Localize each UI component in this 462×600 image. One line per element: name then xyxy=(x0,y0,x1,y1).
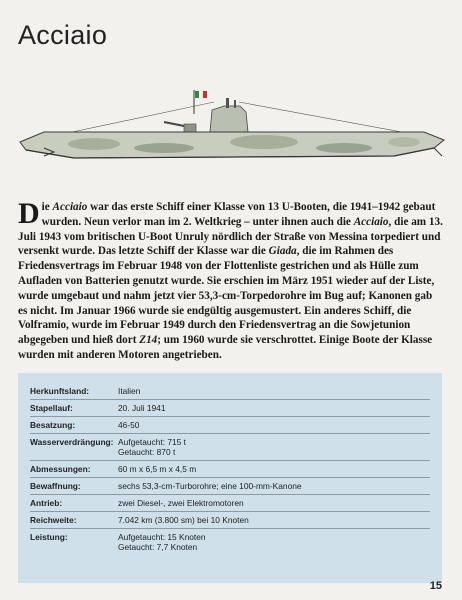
spec-row: Herkunftsland: Italien xyxy=(30,383,430,400)
spec-row: Leistung: Aufgetaucht: 15 Knoten Getaucht: 7,7 Knoten xyxy=(30,532,206,552)
specs-table xyxy=(30,383,430,555)
spec-row: Reichweite: 7.042 km (3.800 sm) bei 10 Knoten xyxy=(30,512,430,529)
submarine-illustration xyxy=(14,86,448,186)
body-paragraph: Die Acciaio war das erste Schiff einer Klasse von 13 U-Booten, die 1941–1942 gebaut wurden. Neun verlor man im 2. Weltkrieg – unter ihnen auch die Acciaio, die am 13. Juli 1943 vom britischen U-Boot Unruly nördlich der Straße von Messina torpediert und versenkt wurde. Das letzte Schiff der Klasse war die Giada, die im Rahmen des Friedensvertrags im Februar 1948 von der Flottenliste gestrichen und als Hülle zum Aufladen von Batterien genutzt wurde. Sie erschien im März 1951 wieder auf der Liste, wurde umgebaut und nahm jetzt vier 53,3-cm-Torpedorohre im Bug auf; Kanonen gab es nicht. Im Januar 1966 wurde sie endgültig ausgemustert. Ein anderes Schiff, die Volframio, wurde im Februar 1949 durch den Friedensvertrag an die Sowjetunion abgegeben und hieß dort Z14; um 1960 wurde sie verschrottet. Einige Boote der Klasse wurden mit anderen Motoren angetrieben. xyxy=(18,197,443,361)
spec-row: Bewaffnung: sechs 53,3-cm-Turborohre; eine 100-mm-Kanone xyxy=(30,478,430,495)
spec-row: Abmessungen: 60 m x 6,5 m x 4,5 m xyxy=(30,461,430,478)
drop-cap: D xyxy=(18,197,40,230)
spec-row: Antrieb: zwei Diesel-, zwei Elektromotoren xyxy=(30,495,430,512)
spec-row: Besatzung: 46-50 xyxy=(30,417,430,434)
spec-row: Wasserverdrängung: Aufgetaucht: 715 t Getaucht: 870 t xyxy=(30,434,430,461)
spec-row: Stapellauf: 20. Juli 1941 xyxy=(30,400,430,417)
page-title: Acciaio xyxy=(18,20,108,50)
ship-name: Acciaio xyxy=(353,215,389,228)
ship-name: Z14 xyxy=(139,334,158,347)
page-number: 15 xyxy=(429,580,442,592)
ship-name: Giada xyxy=(268,245,297,258)
ship-name: Acciaio xyxy=(52,201,88,213)
specs-box xyxy=(18,373,442,583)
